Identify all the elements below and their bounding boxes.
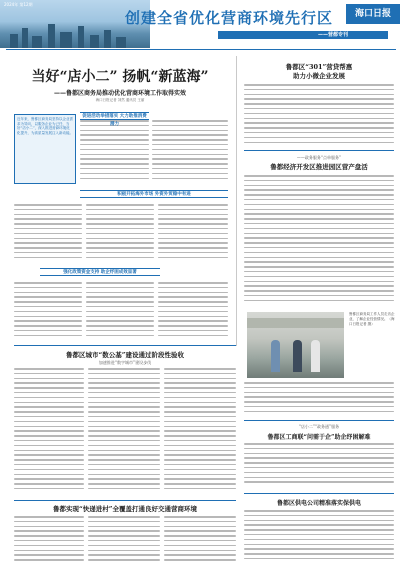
right-top-body: [244, 84, 394, 146]
newspaper-logo: 海口日报: [346, 4, 400, 24]
lead-body-col2: [152, 120, 228, 184]
right-bottom-body: [244, 510, 394, 566]
section-rule: [244, 493, 394, 494]
right-mid-tag: ——政务服务“点单服务”: [296, 155, 342, 160]
lead-body-col5: [158, 204, 228, 264]
section-rule: [14, 500, 236, 501]
lead-summary-text: 近年来，鲁都区商务局坚持以企业需求为导向，以服务企业为己任，当好“店小二”，深入推进营商环境优化提升，为高质量发展注入新动能。: [17, 117, 73, 135]
left-bottom-headline: 鲁都实现“快递进村”全覆盖打通良好交通营商环境: [53, 505, 197, 513]
section-rule: [14, 345, 236, 346]
left-low-col1: [14, 368, 84, 496]
lead-section-heading-3: 强化政策资金支持 助企纾困成效显著: [40, 268, 160, 276]
lead-body-col8: [158, 282, 228, 340]
right-low-headline: 鲁都区工商联“问需于企”助企纾困解难: [267, 434, 371, 441]
right-low-tag: “店小二”“政务通”服务: [298, 424, 340, 429]
lead-section-heading-1: 促进活动举措落实 大力助推消费潜力: [80, 112, 149, 120]
section-rule: [244, 150, 394, 151]
lead-byline: 海口日报记者 刘然 通讯员 王丽: [95, 98, 145, 102]
right-top-headline-2: 助力小微企业发展: [293, 72, 345, 80]
lead-section-heading-2: 积极开拓海外市场 外资外贸稳中有进: [80, 190, 228, 198]
left-low-col3: [164, 368, 236, 496]
left-low-tag: 加速推进“数字城市”建设步伐: [98, 360, 152, 365]
photo-caption: 鲁都区商务局工作人员走访企业，了解企业经营情况。（海口日报记者 摄）: [349, 312, 395, 326]
title-stripe: [218, 31, 388, 39]
lead-body-col4: [86, 204, 154, 264]
left-low-headline: 鲁都区城市“数公基”建设通过阶段性验收: [66, 351, 184, 359]
lead-subhead: ——鲁都区商务局推动优化营商环境工作取得实效: [53, 90, 186, 97]
left-bottom-col1: [14, 516, 84, 566]
page-subtitle: ——营都专刊: [318, 32, 349, 38]
right-mid-headline: 鲁都经济开发区推进园区营产盘活: [270, 163, 368, 171]
lead-summary-box: [14, 114, 76, 184]
lead-headline: 当好“店小二” 扬帆“新蓝海”: [31, 69, 209, 85]
issue-meta: 2024年 第12期: [4, 2, 33, 7]
page-title: 创建全省优化营商环境先行区: [125, 9, 334, 27]
header-rule: [6, 49, 396, 50]
masthead: [0, 0, 402, 52]
left-low-col2: [88, 368, 160, 496]
lead-body-col1: [80, 120, 149, 184]
left-bottom-col3: [164, 516, 236, 566]
right-bottom-headline: 鲁都区供电公司精准落实保供电: [276, 500, 361, 507]
lead-body-col3: [14, 204, 82, 264]
lead-body-col7: [86, 282, 154, 340]
right-low-body: [244, 443, 394, 489]
column-divider: [236, 56, 237, 346]
right-mid-body: [244, 175, 394, 307]
left-bottom-col2: [88, 516, 160, 566]
section-rule: [244, 420, 394, 421]
lead-body-col6: [14, 282, 82, 340]
news-photo: [247, 312, 344, 378]
right-mid-body-2: [244, 382, 394, 418]
right-top-headline-1: 鲁都区“301”营贷帮惠: [285, 63, 353, 71]
